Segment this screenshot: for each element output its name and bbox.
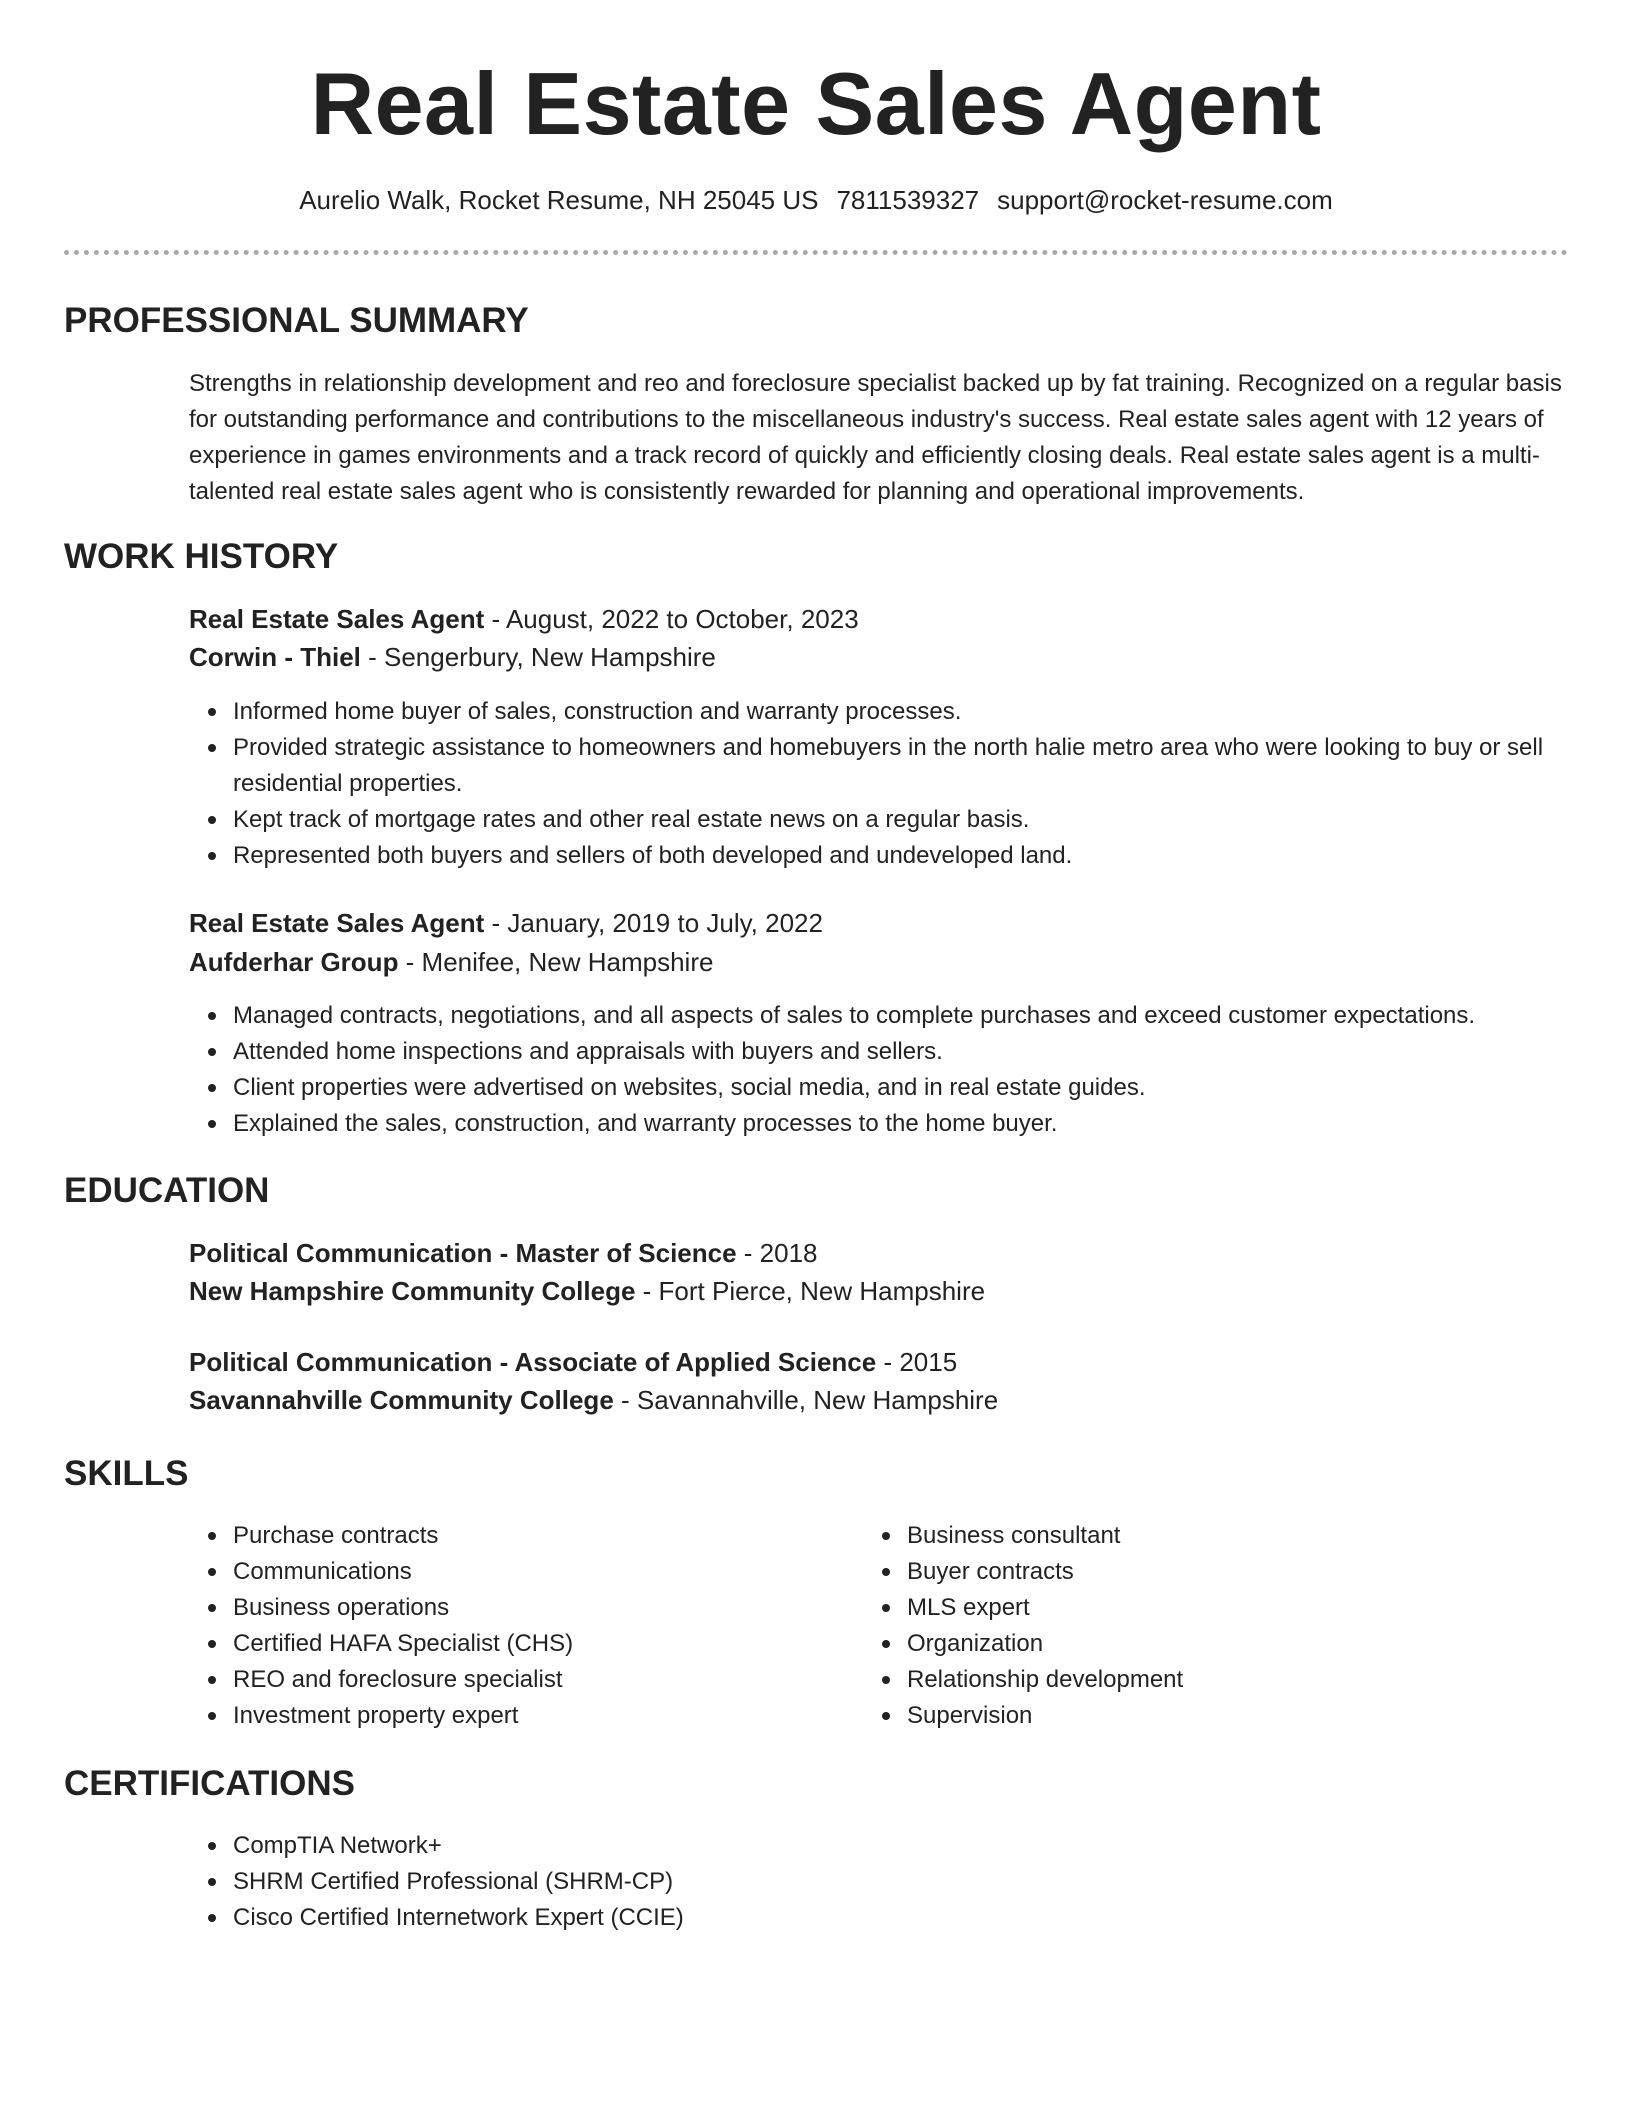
header-divider (64, 250, 1568, 255)
education-degree-line (189, 1343, 957, 1381)
skills-heading: SKILLS (64, 1454, 189, 1493)
job-company-line (189, 943, 713, 981)
contact-phone: 7811539327 (836, 185, 980, 215)
list-item: Attended home inspections and appraisals with buyers and sellers. (233, 1034, 1613, 1070)
education-degree-line (189, 1234, 818, 1272)
contact-email: support@rocket-resume.com (997, 185, 1333, 215)
list-item: Buyer contracts (907, 1554, 1632, 1590)
education-year: - 2018 (736, 1238, 818, 1268)
job-dates: - August, 2022 to October, 2023 (484, 604, 859, 634)
list-item: CompTIA Network+ (233, 1828, 1613, 1864)
certifications-heading: CERTIFICATIONS (64, 1764, 356, 1803)
list-item: Business consultant (907, 1518, 1632, 1554)
list-item: SHRM Certified Professional (SHRM-CP) (233, 1864, 1613, 1900)
list-item: MLS expert (907, 1590, 1632, 1626)
job-title-line (189, 904, 823, 942)
education-heading: EDUCATION (64, 1171, 270, 1210)
job-location: - Sengerbury, New Hampshire (360, 642, 716, 672)
list-item: Communications (233, 1554, 1613, 1590)
education-location: - Fort Pierce, New Hampshire (635, 1276, 986, 1306)
job-bullet-list (189, 998, 1613, 1142)
list-item: Cisco Certified Internetwork Expert (CCIE) (233, 1900, 1613, 1936)
education-school-line (189, 1381, 998, 1419)
summary-text: Strengths in relationship development and reo and foreclosure specialist backed up by fat training. Recognized on a regular basis for outstanding performance and contributions to the miscellaneous industry's success. Real estate sales agent with 12 years of experience in games environments and a track record of quickly and efficiently closing deals. Real estate sales agent is a multi-talented real estate sales agent who is consistently rewarded for planning and operational improvements. (189, 370, 1562, 505)
list-item: REO and foreclosure specialist (233, 1662, 1613, 1698)
list-item: Certified HAFA Specialist (CHS) (233, 1626, 1613, 1662)
list-item: Explained the sales, construction, and warranty processes to the home buyer. (233, 1106, 1613, 1142)
job-role: Real Estate Sales Agent (189, 908, 485, 938)
skills-list-right (863, 1518, 1632, 1734)
education-degree: Political Communication - Associate of Applied Science (189, 1347, 877, 1377)
education-location: - Savannahville, New Hampshire (613, 1385, 999, 1415)
certifications-list (189, 1828, 1613, 1936)
education-degree: Political Communication - Master of Science (189, 1238, 737, 1268)
job-company: Aufderhar Group (189, 947, 399, 977)
list-item: Managed contracts, negotiations, and all aspects of sales to complete purchases and exceed customer expectations. (233, 998, 1613, 1034)
education-school: New Hampshire Community College (189, 1276, 636, 1306)
job-company-line (189, 638, 716, 676)
education-school-line (189, 1272, 985, 1310)
education-school: Savannahville Community College (189, 1385, 614, 1415)
list-item: Represented both buyers and sellers of both developed and undeveloped land. (233, 838, 1613, 874)
job-bullet-list (189, 694, 1613, 874)
list-item: Provided strategic assistance to homeowners and homebuyers in the north halie metro area who were looking to buy or sell residential properties. (233, 730, 1613, 802)
list-item: Supervision (907, 1698, 1632, 1734)
work-history-heading: WORK HISTORY (64, 537, 339, 576)
list-item: Purchase contracts (233, 1518, 1613, 1554)
job-dates: - January, 2019 to July, 2022 (484, 908, 823, 938)
job-location: - Menifee, New Hampshire (398, 947, 714, 977)
list-item: Organization (907, 1626, 1632, 1662)
list-item: Client properties were advertised on websites, social media, and in real estate guides. (233, 1070, 1613, 1106)
contact-address: Aurelio Walk, Rocket Resume, NH 25045 US (299, 185, 819, 215)
list-item: Business operations (233, 1590, 1613, 1626)
list-item: Relationship development (907, 1662, 1632, 1698)
contact-line (0, 183, 1632, 217)
job-title-line (189, 600, 859, 638)
job-company: Corwin - Thiel (189, 642, 361, 672)
education-year: - 2015 (876, 1347, 958, 1377)
list-item: Informed home buyer of sales, construction and warranty processes. (233, 694, 1613, 730)
job-role: Real Estate Sales Agent (189, 604, 485, 634)
list-item: Kept track of mortgage rates and other real estate news on a regular basis. (233, 802, 1613, 838)
resume-name: Real Estate Sales Agent (310, 54, 1322, 153)
list-item: Investment property expert (233, 1698, 1613, 1734)
summary-heading: PROFESSIONAL SUMMARY (64, 301, 529, 340)
